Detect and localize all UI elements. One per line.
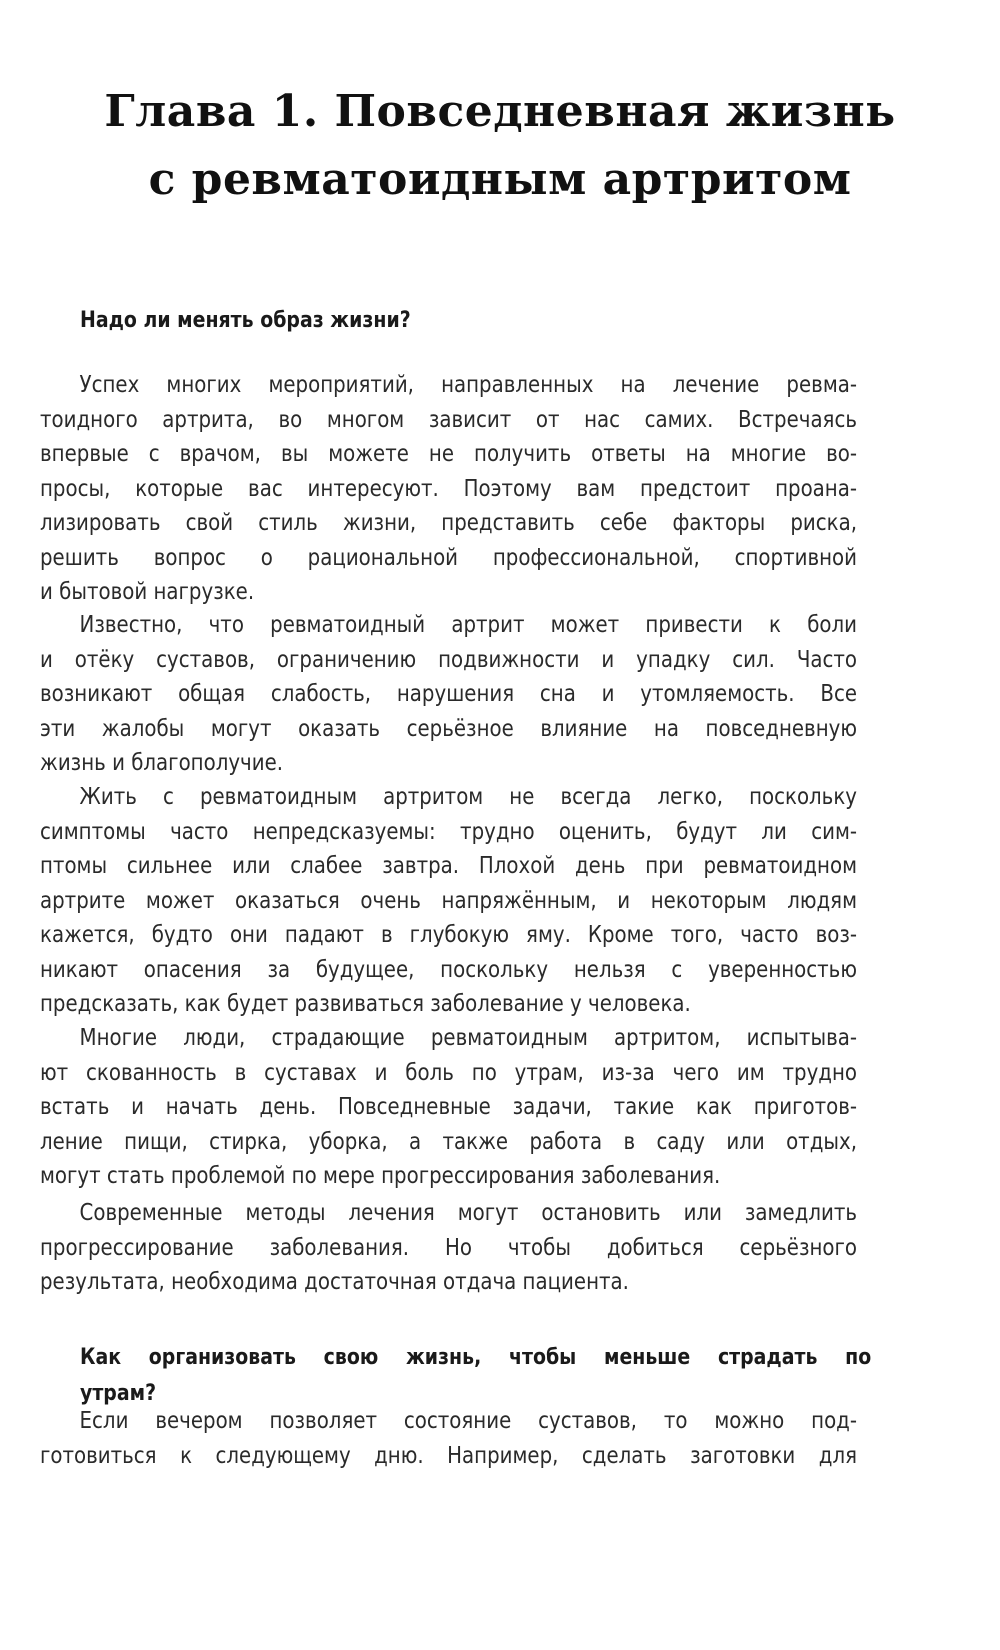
text-line: жизнь и благополучие.: [40, 750, 284, 776]
text-line: Жить с ревматоидным артритом не всегда легко, поскольку: [79, 784, 857, 810]
section-heading-line: утрам?: [80, 1381, 157, 1406]
section-heading: [80, 1340, 871, 1412]
paragraph: [40, 1196, 857, 1300]
chapter-title-line: с ревматоидным артритом: [148, 154, 852, 205]
section-heading-line: Как организовать свою жизнь, чтобы меньше страдать по: [80, 1345, 872, 1370]
text-line: эти жалобы могут оказать серьёзное влияние на повседневную: [40, 715, 857, 742]
section-heading: Надо ли менять образ жизни?: [80, 308, 411, 333]
text-line: встать и начать день. Повседневные задачи, такие как приготов-: [40, 1094, 857, 1120]
paragraph: [40, 780, 857, 1022]
text-line: результата, необходима достаточная отдача пациента.: [40, 1269, 629, 1295]
chapter-title: [60, 78, 940, 214]
text-line: ют скованность в суставах и боль по утрам, из-за чего им трудно: [40, 1059, 857, 1086]
text-line: кажется, будто они падают в глубокую яму. Кроме того, часто воз-: [40, 922, 857, 948]
text-line: Многие люди, страдающие ревматоидным артритом, испытыва-: [79, 1025, 857, 1051]
text-line: могут стать проблемой по мере прогрессирования заболевания.: [40, 1163, 721, 1189]
text-line: возникают общая слабость, нарушения сна и утомляемость. Все: [40, 681, 857, 707]
text-line: и бытовой нагрузке.: [40, 579, 255, 605]
text-line: Если вечером позволяет состояние суставов, то можно под-: [79, 1408, 857, 1434]
paragraph: [40, 608, 857, 781]
paragraph: [40, 368, 857, 610]
text-line: птомы сильнее или слабее завтра. Плохой день при ревматоидном: [40, 853, 857, 879]
text-line: лизировать свой стиль жизни, представить себе факторы риска,: [40, 510, 857, 536]
text-line: прогрессирование заболевания. Но чтобы добиться серьёзного: [40, 1234, 857, 1261]
chapter-title-line: Глава 1. Повседневная жизнь: [104, 86, 896, 137]
paragraph: [40, 1404, 857, 1473]
text-line: и отёку суставов, ограничению подвижности и упадку сил. Часто: [40, 646, 857, 673]
paragraph: [40, 1021, 857, 1194]
text-line: предсказать, как будет развиваться заболевание у человека.: [40, 991, 691, 1017]
text-line: Успех многих мероприятий, направленных на лечение ревма-: [79, 372, 857, 398]
text-line: просы, которые вас интересуют. Поэтому вам предстоит проана-: [40, 475, 857, 502]
text-line: ление пищи, стирка, уборка, а также работа в саду или отдых,: [40, 1128, 857, 1155]
text-line: впервые с врачом, вы можете не получить ответы на многие во-: [40, 441, 857, 467]
text-line: тоидного артрита, во многом зависит от нас самих. Встречаясь: [40, 406, 857, 433]
text-line: Современные методы лечения могут остановить или замедлить: [79, 1200, 857, 1226]
text-line: решить вопрос о рациональной профессиональной, спортивной: [40, 544, 857, 571]
text-line: симптомы часто непредсказуемы: трудно оценить, будут ли сим-: [40, 818, 857, 845]
text-line: Известно, что ревматоидный артрит может привести к боли: [79, 612, 857, 638]
text-line: артрите может оказаться очень напряжённым, и некоторым людям: [40, 887, 857, 914]
text-line: готовиться к следующему дню. Например, сделать заготовки для: [40, 1442, 857, 1469]
text-line: никают опасения за будущее, поскольку нельзя с уверенностью: [40, 956, 857, 983]
